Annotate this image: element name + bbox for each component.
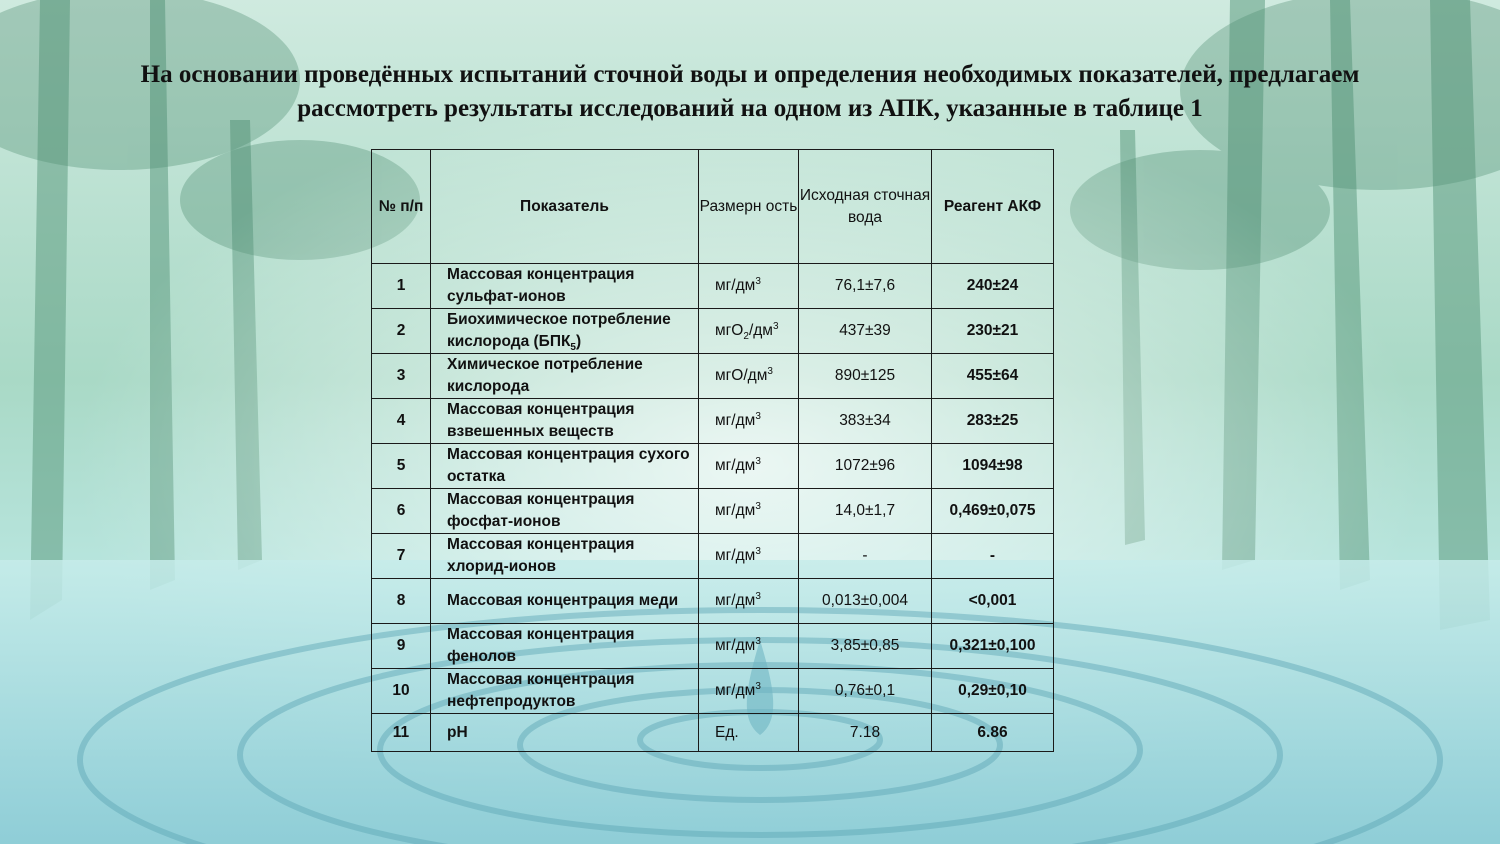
header-indicator: Показатель <box>431 150 699 264</box>
cell-unit <box>699 309 799 354</box>
cell-akf-reagent: - <box>932 534 1054 579</box>
unit-superscript: 3 <box>755 275 761 287</box>
cell-source-water: 1072±96 <box>799 444 932 489</box>
cell-num: 9 <box>372 624 431 669</box>
unit-superscript: 3 <box>755 635 761 647</box>
table-row <box>372 669 1054 714</box>
unit-text: мг/дм <box>715 547 756 564</box>
unit-superscript: 3 <box>772 320 779 332</box>
cell-source-water: - <box>799 534 932 579</box>
cell-indicator: Массовая концентрация фосфат-ионов <box>431 489 699 534</box>
cell-unit <box>699 669 799 714</box>
cell-indicator: Массовая концентрация хлорид-ионов <box>431 534 699 579</box>
cell-num: 7 <box>372 534 431 579</box>
table-row <box>372 444 1054 489</box>
unit-superscript: 3 <box>755 410 761 422</box>
cell-num: 4 <box>372 399 431 444</box>
unit-superscript: 3 <box>755 455 761 467</box>
cell-num: 10 <box>372 669 431 714</box>
cell-unit <box>699 444 799 489</box>
cell-indicator: Массовая концентрация меди <box>431 579 699 624</box>
cell-source-water: 383±34 <box>799 399 932 444</box>
unit-text: мгО/дм <box>715 367 768 384</box>
cell-unit <box>699 354 799 399</box>
unit-text: Ед. <box>715 723 739 741</box>
table-row <box>372 264 1054 309</box>
cell-num: 8 <box>372 579 431 624</box>
unit-text: мг/дм <box>715 682 756 699</box>
cell-indicator: Массовая концентрация взвешенных веществ <box>431 399 699 444</box>
slide-title <box>0 58 1500 126</box>
cell-num: 3 <box>372 354 431 399</box>
cell-unit <box>699 534 799 579</box>
table-row <box>372 489 1054 534</box>
cell-num: 5 <box>372 444 431 489</box>
cell-indicator: Массовая концентрация фенолов <box>431 624 699 669</box>
cell-indicator <box>431 309 699 354</box>
table-row <box>372 354 1054 399</box>
cell-source-water: 0,013±0,004 <box>799 579 932 624</box>
table-row <box>372 624 1054 669</box>
header-unit: Размерн ость <box>699 150 799 264</box>
cell-source-water: 14,0±1,7 <box>799 489 932 534</box>
cell-indicator: Химическое потребление кислорода <box>431 354 699 399</box>
cell-source-water: 7.18 <box>799 714 932 752</box>
header-source-water: Исходная сточная вода <box>799 150 932 264</box>
cell-akf-reagent: 230±21 <box>932 309 1054 354</box>
cell-source-water: 890±125 <box>799 354 932 399</box>
cell-indicator: Массовая концентрация сухого остатка <box>431 444 699 489</box>
unit-text: мгО <box>715 322 744 339</box>
cell-source-water: 3,85±0,85 <box>799 624 932 669</box>
indicator-tail: ) <box>575 333 582 350</box>
cell-unit <box>699 399 799 444</box>
cell-unit <box>699 264 799 309</box>
title-line-2: рассмотреть результаты исследований на одном из АПК, указанные в таблице 1 <box>297 95 1203 122</box>
table-row <box>372 579 1054 624</box>
unit-text: мг/дм <box>715 412 756 429</box>
cell-source-water: 437±39 <box>799 309 932 354</box>
cell-akf-reagent: 240±24 <box>932 264 1054 309</box>
cell-unit <box>699 714 799 752</box>
cell-akf-reagent: 6.86 <box>932 714 1054 752</box>
cell-num: 1 <box>372 264 431 309</box>
indicator-subscript: 5 <box>570 342 576 354</box>
cell-akf-reagent: 0,29±0,10 <box>932 669 1054 714</box>
header-num: № п/п <box>372 150 431 264</box>
table-row <box>372 714 1054 752</box>
cell-akf-reagent: 283±25 <box>932 399 1054 444</box>
cell-indicator: Массовая концентрация нефтепродуктов <box>431 669 699 714</box>
unit-subscript: 2 <box>743 331 749 343</box>
unit-superscript: 3 <box>755 545 761 557</box>
table-row <box>372 534 1054 579</box>
table-row <box>372 309 1054 354</box>
cell-num: 2 <box>372 309 431 354</box>
cell-akf-reagent: 0,469±0,075 <box>932 489 1054 534</box>
unit-superscript: 3 <box>755 500 761 512</box>
unit-tail: /дм <box>748 322 773 339</box>
unit-superscript: 3 <box>755 680 761 692</box>
cell-unit <box>699 489 799 534</box>
unit-text: мг/дм <box>715 637 756 654</box>
unit-text: мг/дм <box>715 277 756 294</box>
cell-akf-reagent: 0,321±0,100 <box>932 624 1054 669</box>
unit-text: мг/дм <box>715 502 756 519</box>
cell-indicator: Массовая концентрация сульфат-ионов <box>431 264 699 309</box>
unit-superscript: 3 <box>755 590 761 602</box>
cell-indicator: pH <box>431 714 699 752</box>
cell-akf-reagent: 455±64 <box>932 354 1054 399</box>
unit-text: мг/дм <box>715 592 756 609</box>
unit-text: мг/дм <box>715 457 756 474</box>
cell-unit <box>699 624 799 669</box>
cell-num: 6 <box>372 489 431 534</box>
table-row <box>372 399 1054 444</box>
table-body <box>372 264 1054 752</box>
cell-source-water: 76,1±7,6 <box>799 264 932 309</box>
unit-superscript: 3 <box>767 365 773 377</box>
results-table <box>371 149 1054 752</box>
table-header-row <box>372 150 1054 264</box>
cell-akf-reagent: 1094±98 <box>932 444 1054 489</box>
header-akf-reagent: Реагент АКФ <box>932 150 1054 264</box>
cell-num: 11 <box>372 714 431 752</box>
cell-unit <box>699 579 799 624</box>
title-line-1: На основании проведённых испытаний сточной воды и определения необходимых показателей, предлагаем <box>140 61 1360 88</box>
indicator-text: Биохимическое потребление кислорода (БПК <box>447 311 671 350</box>
cell-akf-reagent: <0,001 <box>932 579 1054 624</box>
cell-source-water: 0,76±0,1 <box>799 669 932 714</box>
